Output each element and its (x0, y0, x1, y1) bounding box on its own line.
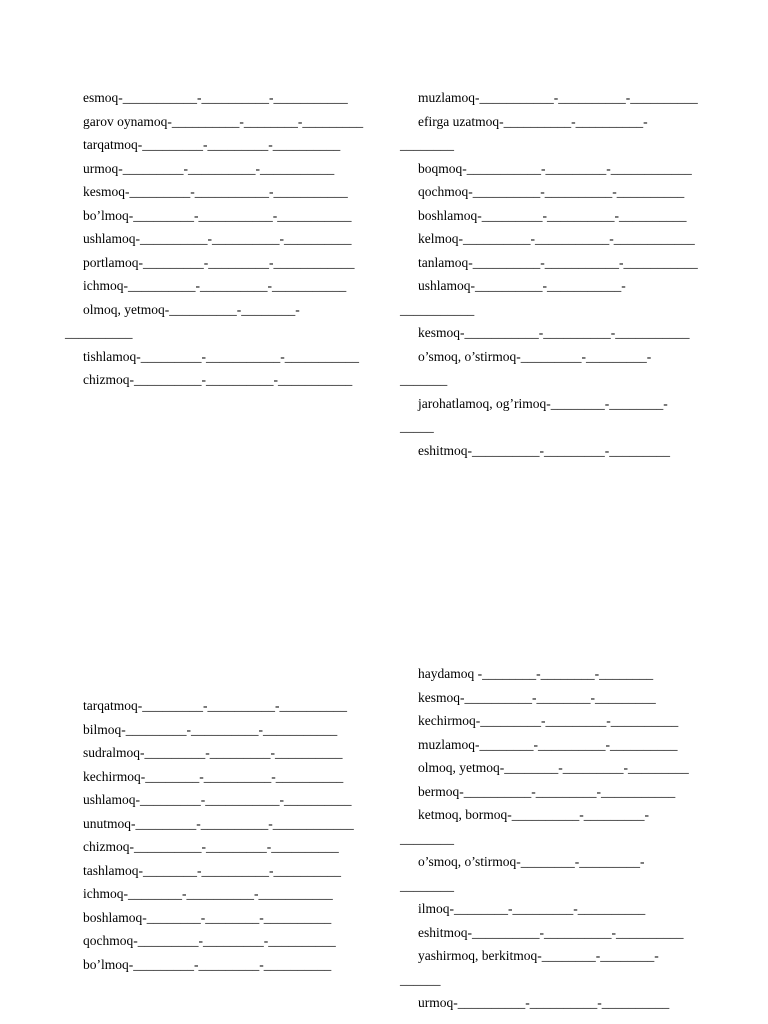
exercise-line: o’smoq, o’stirmoq-________-_________- (418, 854, 645, 869)
exercise-line: chizmoq-__________-_________-__________ (83, 839, 339, 854)
exercise-line: muzlamoq-________-__________-__________ (418, 736, 678, 752)
exercise-column-top-left (65, 88, 375, 394)
exercise-line: haydamoq -________-________-________ (418, 666, 654, 681)
exercise-line: tarqatmoq-_________-__________-__________ (83, 698, 347, 713)
exercise-line: ketmoq, bormoq-__________-_________- (418, 807, 649, 822)
exercise-line: boqmoq-___________-_________-____________ (418, 160, 692, 176)
exercise-line: kechirmoq-_________-_________-__________ (418, 713, 679, 728)
exercise-line-continuation: ________ (400, 137, 454, 152)
exercise-line: ichmoq-__________-__________-___________ (83, 278, 347, 293)
exercise-line: muzlamoq-___________-__________-__________ (418, 90, 698, 105)
exercise-line-continuation: _____ (400, 419, 434, 434)
exercise-line: yashirmoq, berkitmoq-________-________- (418, 948, 659, 963)
exercise-line: olmoq, yetmoq-__________-________- (83, 301, 300, 317)
exercise-line: eshitmoq-__________-_________-_________ (418, 442, 670, 458)
exercise-line: ushlamoq-__________-___________- (418, 278, 626, 293)
exercise-column-top-right (400, 88, 720, 464)
exercise-line: tashlamoq-________-__________-__________ (83, 862, 341, 878)
exercise-line: jarohatlamoq, og’rimoq-________-________- (418, 395, 668, 411)
exercise-line: boshlamoq-_________-__________-__________ (418, 207, 687, 223)
exercise-line-continuation: __________ (65, 325, 133, 340)
exercise-line: tarqatmoq-_________-_________-__________ (83, 137, 341, 152)
exercise-line: tishlamoq-_________-___________-___________ (83, 348, 359, 364)
exercise-line: bermoq-__________-_________-___________ (418, 783, 676, 799)
exercise-line: ichmoq-________-__________-___________ (83, 886, 333, 901)
exercise-line: portlamoq-_________-_________-____________ (83, 254, 355, 270)
exercise-line: eshitmoq-__________-__________-__________ (418, 924, 684, 940)
exercise-line: kesmoq-_________-___________-___________ (83, 184, 348, 199)
exercise-line: bilmoq-_________-__________-___________ (83, 721, 338, 737)
exercise-line: kesmoq-__________-________-_________ (418, 689, 656, 705)
exercise-line: boshlamoq-________-________-__________ (83, 909, 332, 925)
exercise-line: unutmoq-_________-__________-____________ (83, 815, 354, 831)
exercise-line-continuation: ________ (400, 830, 454, 846)
exercise-line-continuation: ______ (400, 971, 441, 987)
exercise-line-continuation: ________ (400, 877, 454, 893)
exercise-line: sudralmoq-_________-_________-__________ (83, 745, 343, 760)
exercise-line: kesmoq-___________-__________-___________ (418, 325, 690, 340)
exercise-line: ushlamoq-_________-___________-__________ (83, 792, 352, 807)
exercise-line: urmoq-_________-__________-___________ (83, 160, 335, 176)
exercise-line: tanlamoq-__________-___________-___________ (418, 254, 698, 270)
exercise-line: ilmoq-________-_________-__________ (418, 901, 646, 916)
exercise-line: bo’lmoq-_________-_________-__________ (83, 956, 332, 972)
exercise-line: qochmoq-__________-__________-__________ (418, 184, 685, 199)
exercise-line: chizmoq-__________-__________-___________ (83, 372, 353, 387)
exercise-line-continuation: ___________ (400, 301, 475, 317)
exercise-column-bottom-left (65, 696, 375, 978)
exercise-column-bottom-right (400, 664, 720, 1017)
exercise-line: qochmoq-_________-_________-__________ (83, 933, 336, 948)
exercise-line: olmoq, yetmoq-________-_________-_________ (418, 760, 689, 775)
exercise-line: kelmoq-__________-___________-____________ (418, 231, 695, 246)
exercise-line: ushlamoq-__________-__________-__________ (83, 231, 352, 246)
exercise-line: garov oynamoq-__________-________-_________ (83, 113, 364, 129)
exercise-line: urmoq-__________-__________-__________ (418, 995, 670, 1010)
exercise-line: efirga uzatmoq-__________-__________- (418, 113, 648, 129)
exercise-line: bo’lmoq-_________-___________-___________ (83, 207, 352, 223)
exercise-line: esmoq-___________-__________-___________ (83, 90, 348, 105)
exercise-line-continuation: _______ (400, 372, 448, 387)
exercise-line: kechirmoq-________-__________-__________ (83, 768, 344, 784)
exercise-line: o’smoq, o’stirmoq-_________-_________- (418, 348, 652, 364)
